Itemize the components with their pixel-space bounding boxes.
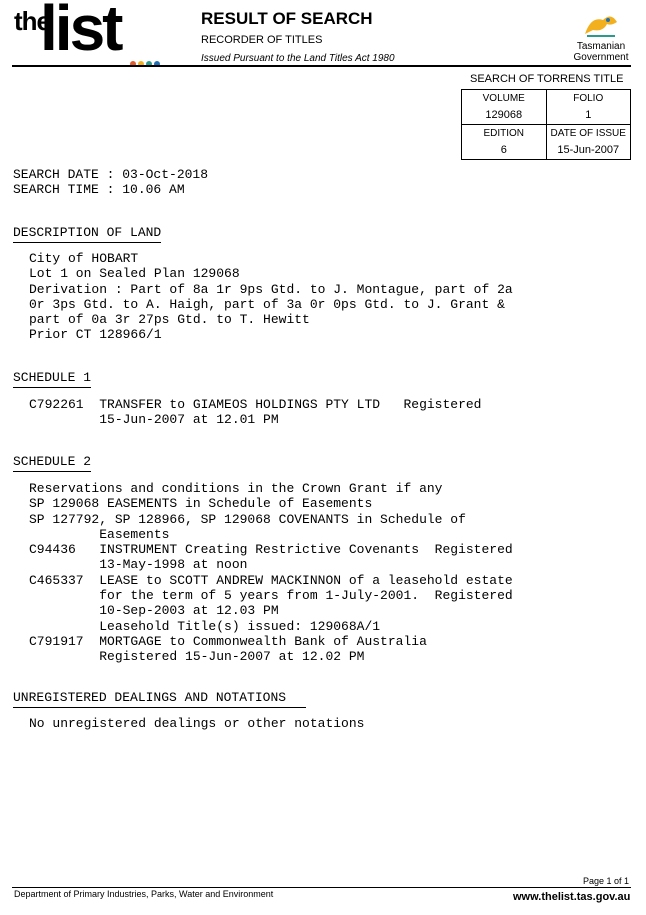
edition-label: EDITION [462,125,547,142]
unregistered-body: No unregistered dealings or other notations [29,716,365,731]
folio-value: 1 [546,107,631,125]
torrens-title: SEARCH OF TORRENS TITLE [470,73,624,85]
logo-list: list [40,0,121,64]
website-url: www.thelist.tas.gov.au [513,891,631,903]
search-date: SEARCH DATE : 03-Oct-2018 [13,167,209,182]
page-subtitle: RECORDER OF TITLES [201,34,323,46]
gov-line1: Tasmanian [576,41,626,52]
volume-label: VOLUME [462,90,547,107]
act-note: Issued Pursuant to the Land Titles Act 1980 [201,53,395,64]
schedule2-body: Reservations and conditions in the Crown Grant if any SP 129068 EASEMENTS in Schedule of Easements SP 127792, SP 128966, SP 129068 COVENANTS in Schedule of Easements C94436 INSTRUMENT Creating Restrictive Covenants Registered 13-May-1998 at noon C465337 LEASE to SCOTT ANDREW MACKINNON of a leasehold estate for the term of 5 years from 1-July-2001. Registered 10-Sep-2003 at 12.03 PM Leasehold Title(s) issued: 129068A/1 C791917 MORTGAGE to Commonwealth Bank of Australia Registered 15-Jun-2007 at 12.02 PM [29,481,513,665]
title-info-table [461,89,631,160]
footer-rule [12,887,631,888]
tasmanian-devil-icon [581,8,621,38]
schedule2-heading: SCHEDULE 2 [13,454,91,472]
schedule1-body: C792261 TRANSFER to GIAMEOS HOLDINGS PTY LTD Registered 15-Jun-2007 at 12.01 PM [29,397,482,428]
gov-line2: Government [573,52,629,63]
description-heading: DESCRIPTION OF LAND [13,225,161,243]
volume-value: 129068 [462,107,547,125]
issue-label: DATE OF ISSUE [546,125,631,142]
search-time: SEARCH TIME : 10.06 AM [13,182,185,197]
description-body: City of HOBART Lot 1 on Sealed Plan 129068 Derivation : Part of 8a 1r 9ps Gtd. to J. Montague, part of 2a 0r 3ps Gtd. to A. Haigh, part of 3a 0r 0ps Gtd. to J. Grant & part of 0a 3r 27ps Gtd. to T. Hewitt Prior CT 128966/1 [29,251,513,343]
tas-government-logo [572,8,630,63]
page-number: Page 1 of 1 [583,876,630,886]
page-title: RESULT OF SEARCH [201,9,373,28]
header-rule [12,65,631,67]
folio-label: FOLIO [546,90,631,107]
logo-dots [130,54,162,72]
department-name: Department of Primary Industries, Parks, Water and Environment [14,889,274,899]
unregistered-heading: UNREGISTERED DEALINGS AND NOTATIONS [13,690,306,708]
edition-value: 6 [462,142,547,160]
issue-date-value: 15-Jun-2007 [546,142,631,160]
schedule1-heading: SCHEDULE 1 [13,370,91,388]
logo-the: the [14,6,50,36]
